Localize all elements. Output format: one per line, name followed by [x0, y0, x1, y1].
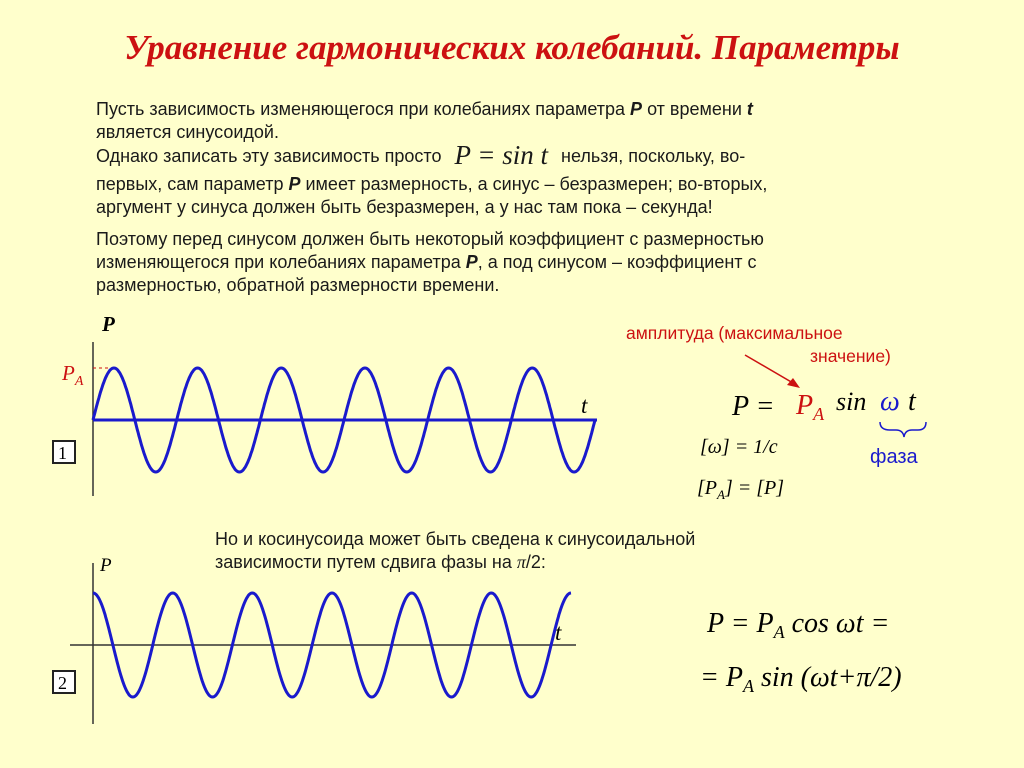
graph1-x-label: t	[581, 393, 588, 418]
formula1-lhs: P =	[732, 391, 775, 422]
p4-text-c: /2:	[525, 552, 546, 572]
phase-label: фаза	[870, 446, 918, 468]
p3-line-1: Поэтому перед синусом должен быть некоторый коэффициент с размерностью	[96, 229, 764, 249]
inline-formula-sin-t: P = sin t	[454, 140, 548, 170]
omega-units: [ω] = 1/c	[700, 436, 778, 458]
amplitude-arrow-line	[745, 355, 793, 383]
formula1-sin: sin	[836, 387, 867, 416]
p2-text-a: Однако записать эту зависимость просто	[96, 146, 442, 166]
var-p: P	[630, 99, 643, 119]
amp-p: P	[62, 361, 75, 385]
formula2-line1-a: P = P	[707, 608, 774, 639]
graph2-badge: 2	[58, 673, 67, 693]
amplitude-note-line2: значение)	[810, 346, 891, 366]
p2-text-b: нельзя, поскольку, во-	[561, 146, 746, 166]
formula2-line2-sub: A	[743, 676, 754, 696]
p1-text-a: Пусть зависимость изменяющегося при колебаниях параметра	[96, 99, 631, 119]
var-p: P	[288, 174, 301, 194]
graph1-badge: 1	[58, 443, 67, 463]
pa-units-sub: A	[717, 487, 725, 502]
formula2-line1	[706, 608, 889, 642]
formula2-line2-a: = P	[700, 662, 743, 693]
formula2-line1-sub: A	[773, 622, 785, 642]
formula1-omega: ω	[880, 386, 900, 417]
p4-text-b: зависимости путем сдвига фазы на	[215, 552, 517, 572]
pa-units-close: ] = [P]	[724, 477, 785, 499]
var-t: t	[746, 99, 753, 119]
p2-text-d: имеет размерность, а синус – безразмерен; во-вторых,	[300, 174, 768, 194]
pa-units-open: [P	[697, 477, 717, 499]
amp-sub: A	[74, 374, 84, 389]
p2-text-c: первых, сам параметр	[96, 174, 289, 194]
graph1-y-label: P	[102, 312, 115, 336]
p2-line-3: аргумент у синуса должен быть безразмерен, а у нас там пока – секунда!	[96, 197, 713, 217]
pi-symbol: π	[516, 552, 526, 572]
p3-line-3: размерностью, обратной размерности времени.	[96, 275, 500, 295]
formula2-line2-b: sin (ωt+π/2)	[754, 662, 902, 693]
formula2-line1-b: cos ωt =	[784, 608, 890, 639]
var-p: P	[465, 252, 478, 272]
p1-text-b: от времени	[642, 99, 747, 119]
amplitude-arrow-head	[787, 378, 800, 388]
p1-line-2: является синусоидой.	[96, 122, 279, 142]
slide-title: Уравнение гармонических колебаний. Параметры	[124, 28, 900, 67]
formula2-line2	[700, 662, 902, 696]
phase-brace	[880, 422, 926, 437]
p4-line-1: Но и косинусоида может быть сведена к синусоидальной	[215, 529, 696, 549]
formula1-amp-p: P	[796, 390, 814, 421]
p3-text-b: изменяющегося при колебаниях параметра	[96, 252, 466, 272]
formula1-t: t	[908, 386, 916, 417]
pa-units	[697, 477, 784, 502]
formula1-amp-sub: A	[813, 404, 825, 424]
graph2-x-label: t	[555, 620, 562, 645]
graph2-y-label: P	[100, 555, 112, 576]
p3-text-c: , а под синусом – коэффициент с	[477, 252, 757, 272]
formula1-amplitude	[795, 390, 825, 424]
amplitude-note-line1: амплитуда (максимальное	[626, 323, 843, 343]
graph1-amplitude-label	[61, 361, 84, 389]
